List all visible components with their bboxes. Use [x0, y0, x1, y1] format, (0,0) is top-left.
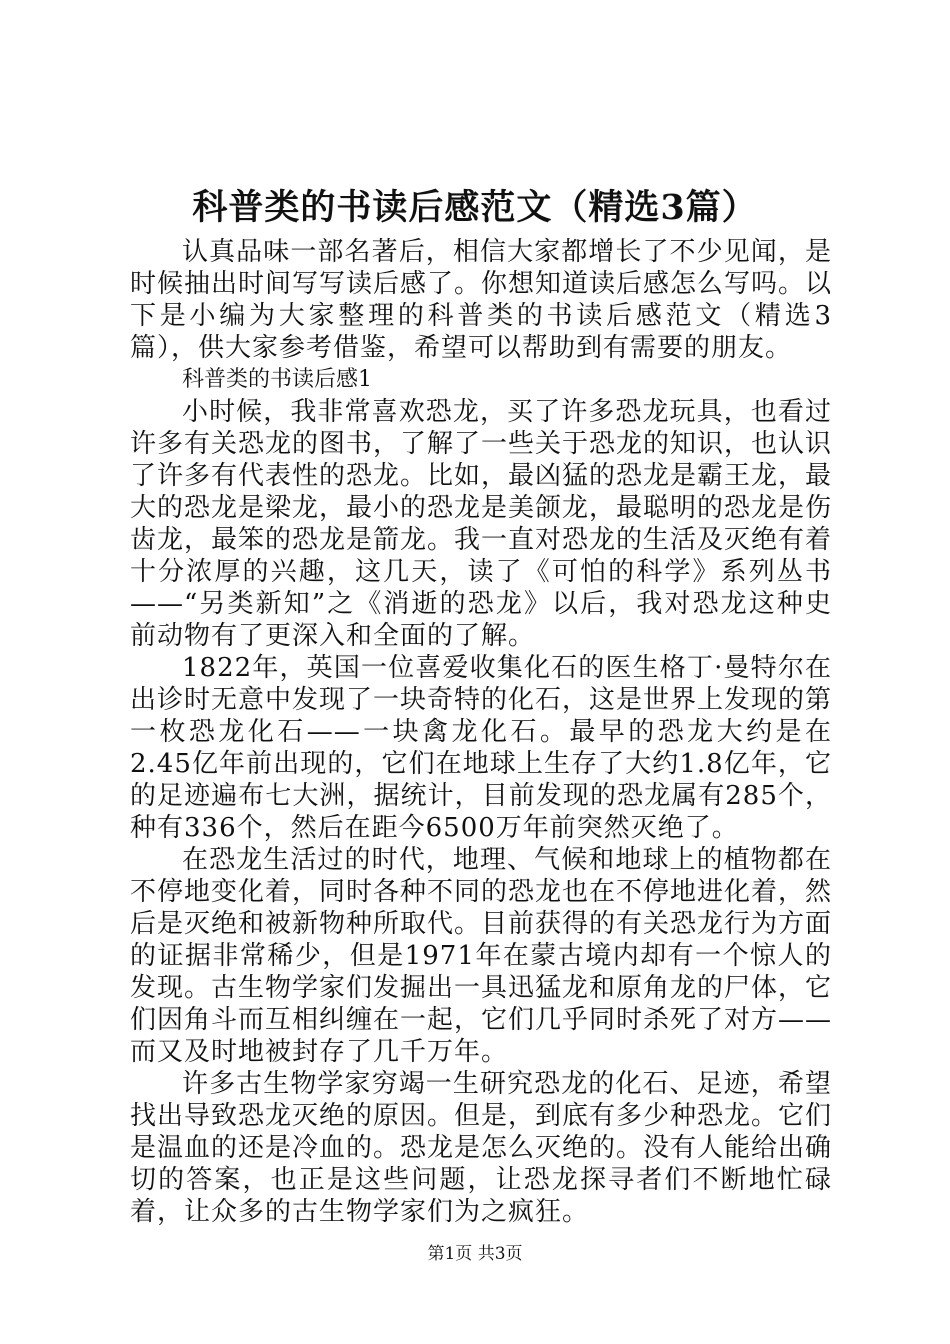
- body-paragraph: 许多古生物学家穷竭一生研究恐龙的化石、足迹，希望找出导致恐龙灭绝的原因。但是，到底有多少种恐龙。它们是温血的还是冷血的。恐龙是怎么灭绝的。没有人能给出确切的答案，也正是这些问题，让恐龙探寻者们不断地忙碌着，让众多的古生物学家们为之疯狂。: [130, 1069, 833, 1227]
- section-heading: 科普类的书读后感1: [182, 367, 372, 392]
- page-footer: 第1页 共3页: [427, 1244, 523, 1264]
- document-body: [130, 236, 832, 1228]
- body-paragraph: 小时候，我非常喜欢恐龙，买了许多恐龙玩具，也看过许多有关恐龙的图书，了解了一些关于恐龙的知识，也认识了许多有代表性的恐龙。比如，最凶猛的恐龙是霸王龙，最大的恐龙是梁龙，最小的恐龙是美颌龙，最聪明的恐龙是伤齿龙，最笨的恐龙是箭龙。我一直对恐龙的生活及灭绝有着十分浓厚的兴趣，这几天，读了《可怕的科学》系列丛书——“另类新知”之《消逝的恐龙》以后，我对恐龙这种史前动物有了更深入和全面的了解。: [130, 397, 833, 651]
- body-paragraph: 1822年，英国一位喜爱收集化石的医生格丁·曼特尔在出诊时无意中发现了一块奇特的化石，这是世界上发现的第一枚恐龙化石——一块禽龙化石。最早的恐龙大约是在2.45亿年前出现的，它们在地球上生存了大约1.8亿年，它的足迹遍布七大洲，据统计，目前发现的恐龙属有285个，种有336个，然后在距今6500万年前突然灭绝了。: [130, 653, 833, 843]
- body-paragraph: 在恐龙生活过的时代，地理、气候和地球上的植物都在不停地变化着，同时各种不同的恐龙也在不停地进化着，然后是灭绝和被新物种所取代。目前获得的有关恐龙行为方面的证据非常稀少，但是1971年在蒙古境内却有一个惊人的发现。古生物学家们发掘出一具迅猛龙和原角龙的尸体，它们因角斗而互相纠缠在一起，它们几乎同时杀死了对方——而又及时地被封存了几千万年。: [130, 845, 833, 1067]
- page-title: 科普类的书读后感范文（精选3篇）: [192, 187, 758, 228]
- intro-paragraph: 认真品味一部名著后，相信大家都增长了不少见闻，是时候抽出时间写写读后感了。你想知道读后感怎么写吗。以下是小编为大家整理的科普类的书读后感范文（精选3篇），供大家参考借鉴，希望可以帮助到有需要的朋友。: [130, 237, 833, 363]
